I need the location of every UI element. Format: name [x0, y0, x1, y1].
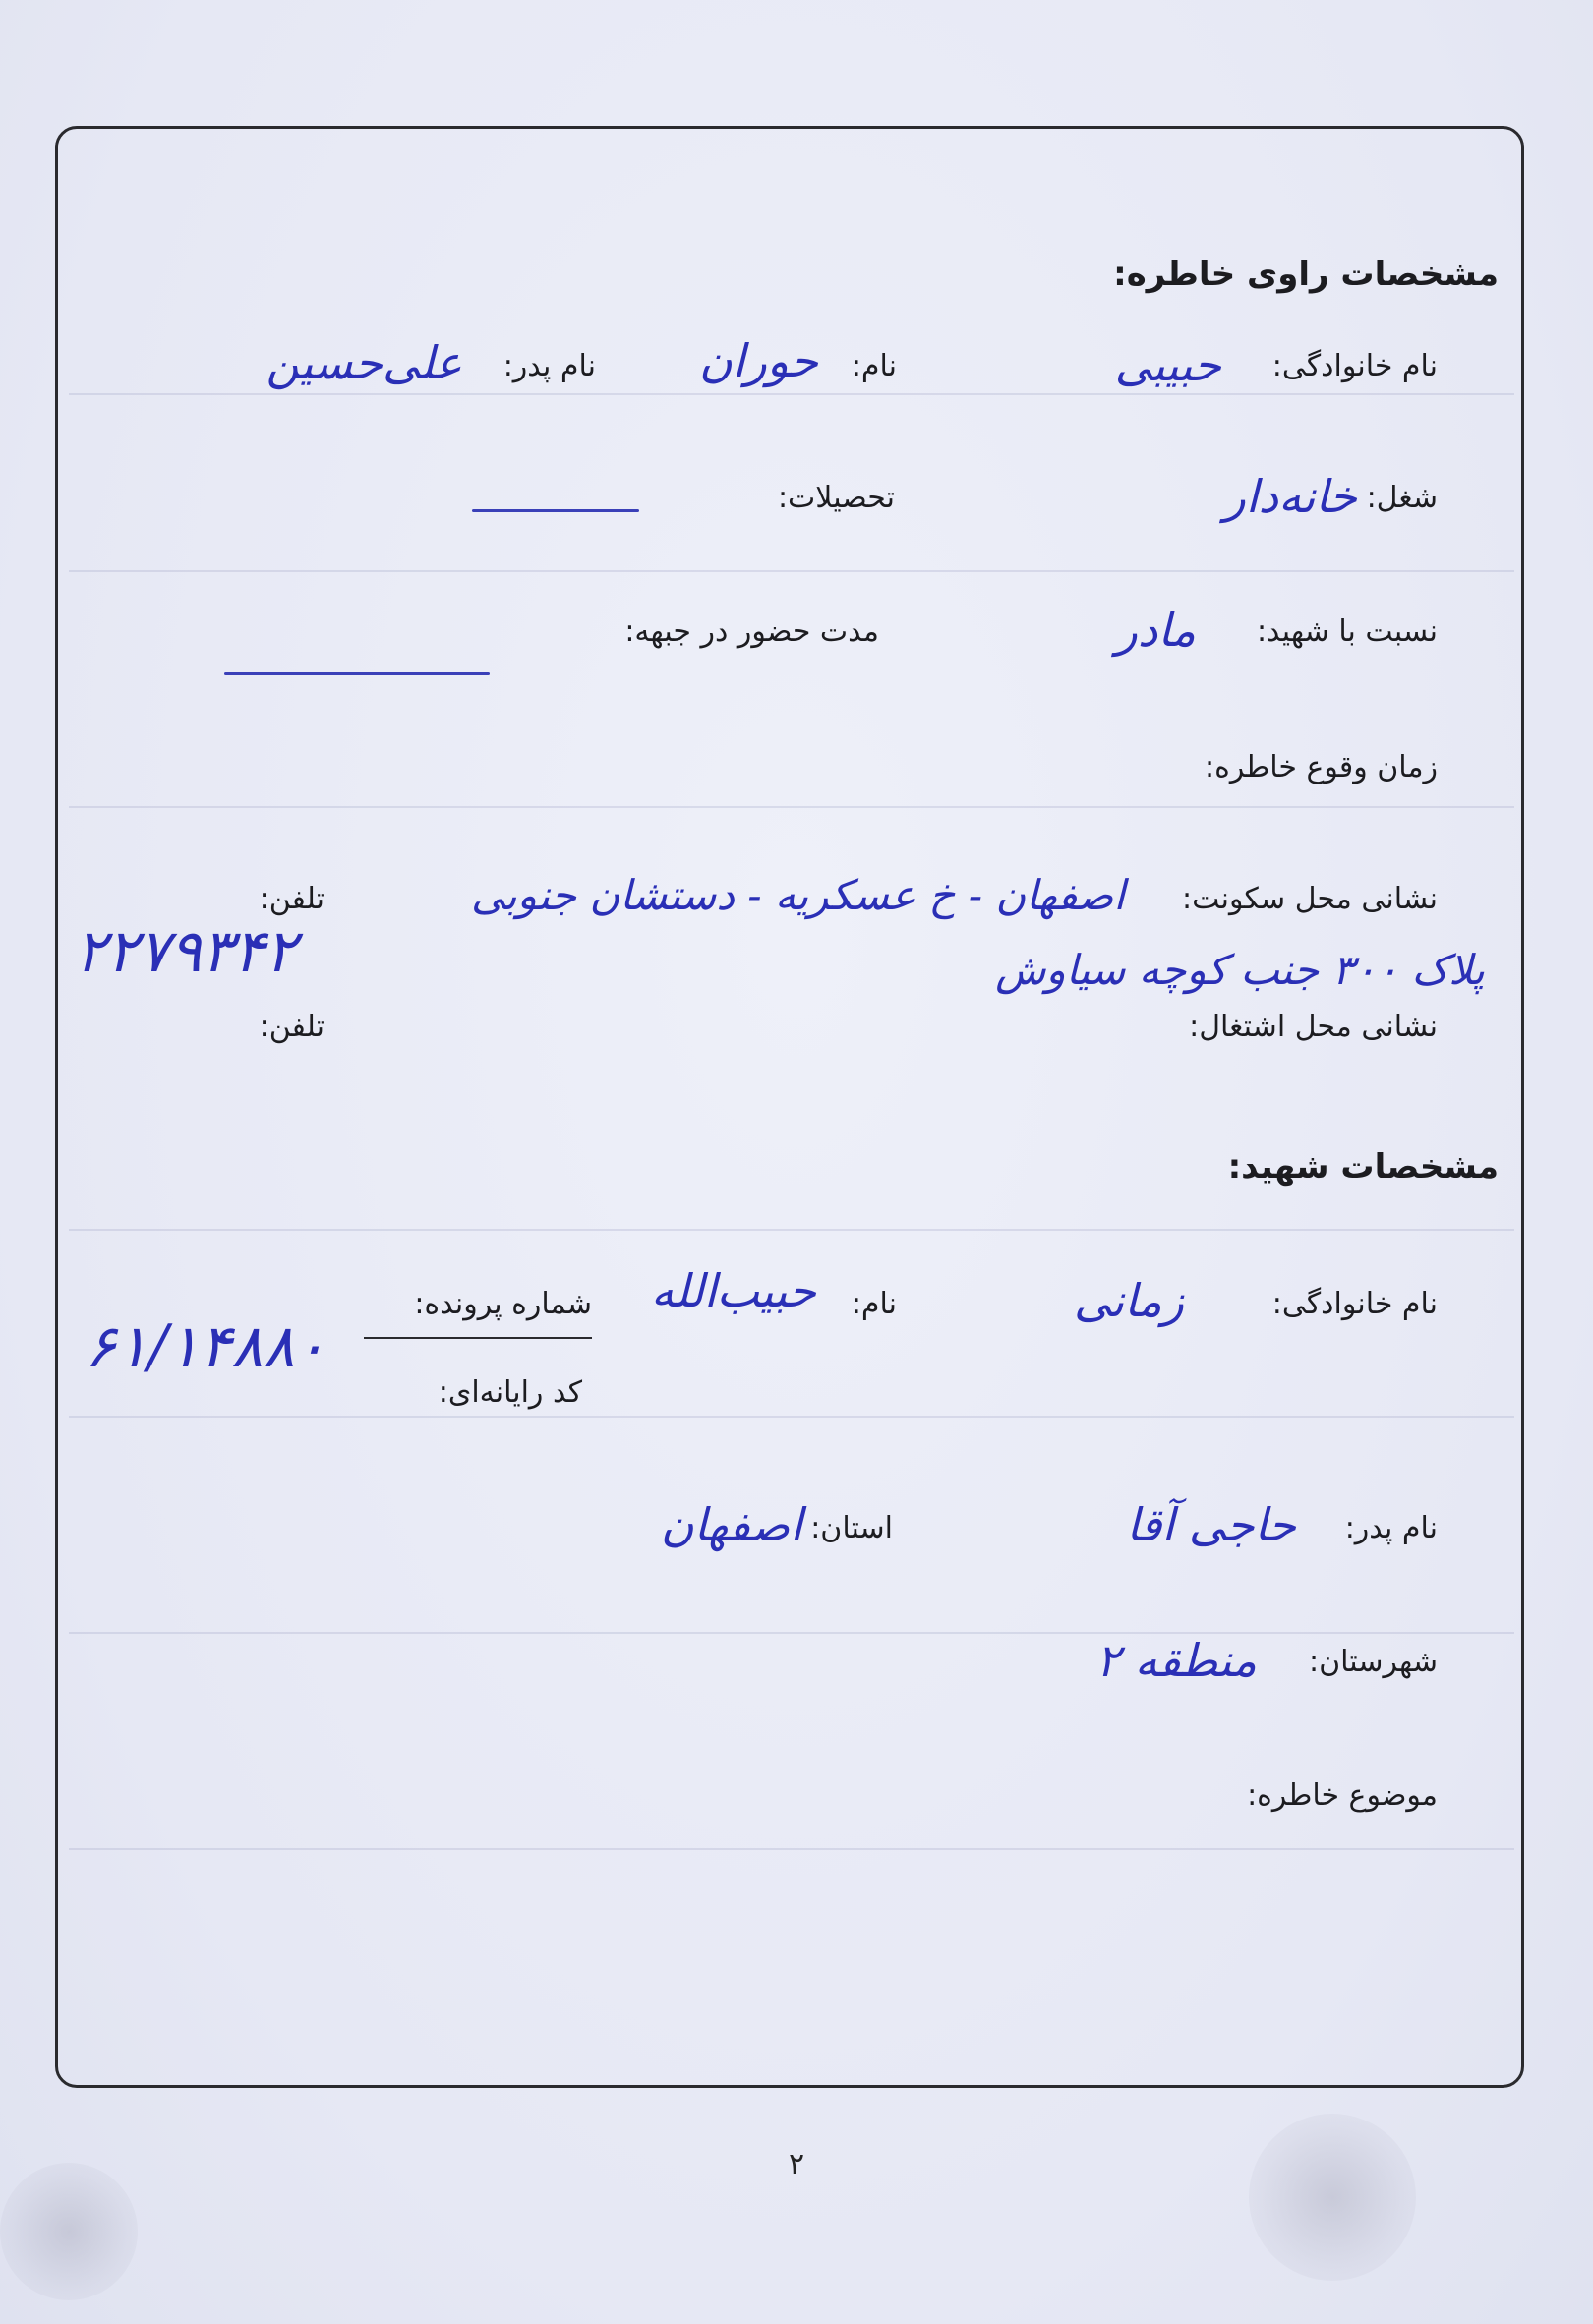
narrator-father-name-value: علی‌حسین	[266, 336, 462, 389]
narrator-home-address-label: نشانی محل سکونت:	[1182, 882, 1438, 916]
narrator-memory-time-label: زمان وقوع خاطره:	[1205, 750, 1438, 784]
narrator-relation-label: نسبت با شهید:	[1256, 614, 1438, 649]
narrator-first-name-label: نام:	[851, 349, 897, 383]
narrator-job-label: شغل:	[1366, 481, 1438, 515]
stamp-smudge	[0, 2163, 138, 2300]
narrator-last-name-label: نام خانوادگی:	[1271, 349, 1438, 383]
narrator-front-duration-label: مدت حضور در جبهه:	[624, 614, 879, 649]
martyr-province-label: استان:	[810, 1511, 893, 1545]
narrator-education-label: تحصیلات:	[777, 481, 895, 515]
martyr-file-number-value: ۶۱/۱۴۸۸۰	[85, 1312, 326, 1381]
martyr-computer-code-label: کد رایانه‌ای:	[438, 1375, 582, 1410]
martyr-city-value: منطقه ۲	[1095, 1634, 1257, 1687]
martyr-first-name-value: حبیب‌الله	[650, 1264, 816, 1317]
narrator-heading: مشخصات راوی خاطره:	[1113, 255, 1499, 294]
martyr-father-name-label: نام پدر:	[1344, 1511, 1438, 1545]
martyr-father-name-value: حاجی آقا	[1126, 1498, 1296, 1551]
narrator-phone-value: ۲۲۷۹۳۴۲	[75, 917, 297, 986]
narrator-relation-value: مادر	[1115, 604, 1196, 657]
narrator-home-address-line1: اصفهان - خ عسکریه - دستشان جنوبی	[471, 871, 1125, 919]
narrator-home-address-line2: پلاک ۳۰۰ جنب کوچه سیاوش	[995, 946, 1485, 994]
front-duration-dash-line	[224, 672, 490, 675]
narrator-phone-label: تلفن:	[259, 882, 324, 916]
martyr-memory-subject-label: موضوع خاطره:	[1247, 1778, 1438, 1813]
martyr-file-number-label: شماره پرونده:	[414, 1287, 592, 1321]
fingerprint-smudge	[1249, 2114, 1416, 2281]
narrator-work-address-label: نشانی محل اشتغال:	[1189, 1010, 1438, 1044]
narrator-first-name-value: حوران	[699, 334, 818, 387]
narrator-work-phone-label: تلفن:	[259, 1010, 324, 1044]
martyr-last-name-label: نام خانوادگی:	[1271, 1287, 1438, 1321]
education-dash-line	[472, 509, 639, 512]
file-number-underline	[364, 1337, 592, 1339]
narrator-last-name-value: حبیبی	[1114, 338, 1221, 391]
martyr-last-name-value: زمانی	[1073, 1274, 1184, 1327]
page-number: ۲	[788, 2147, 805, 2181]
martyr-city-label: شهرستان:	[1309, 1645, 1438, 1679]
martyr-first-name-label: نام:	[851, 1287, 897, 1321]
martyr-province-value: اصفهان	[660, 1498, 802, 1551]
narrator-job-value: خانه‌دار	[1223, 470, 1357, 523]
martyr-heading: مشخصات شهید:	[1227, 1147, 1499, 1187]
narrator-father-name-label: نام پدر:	[502, 349, 596, 383]
